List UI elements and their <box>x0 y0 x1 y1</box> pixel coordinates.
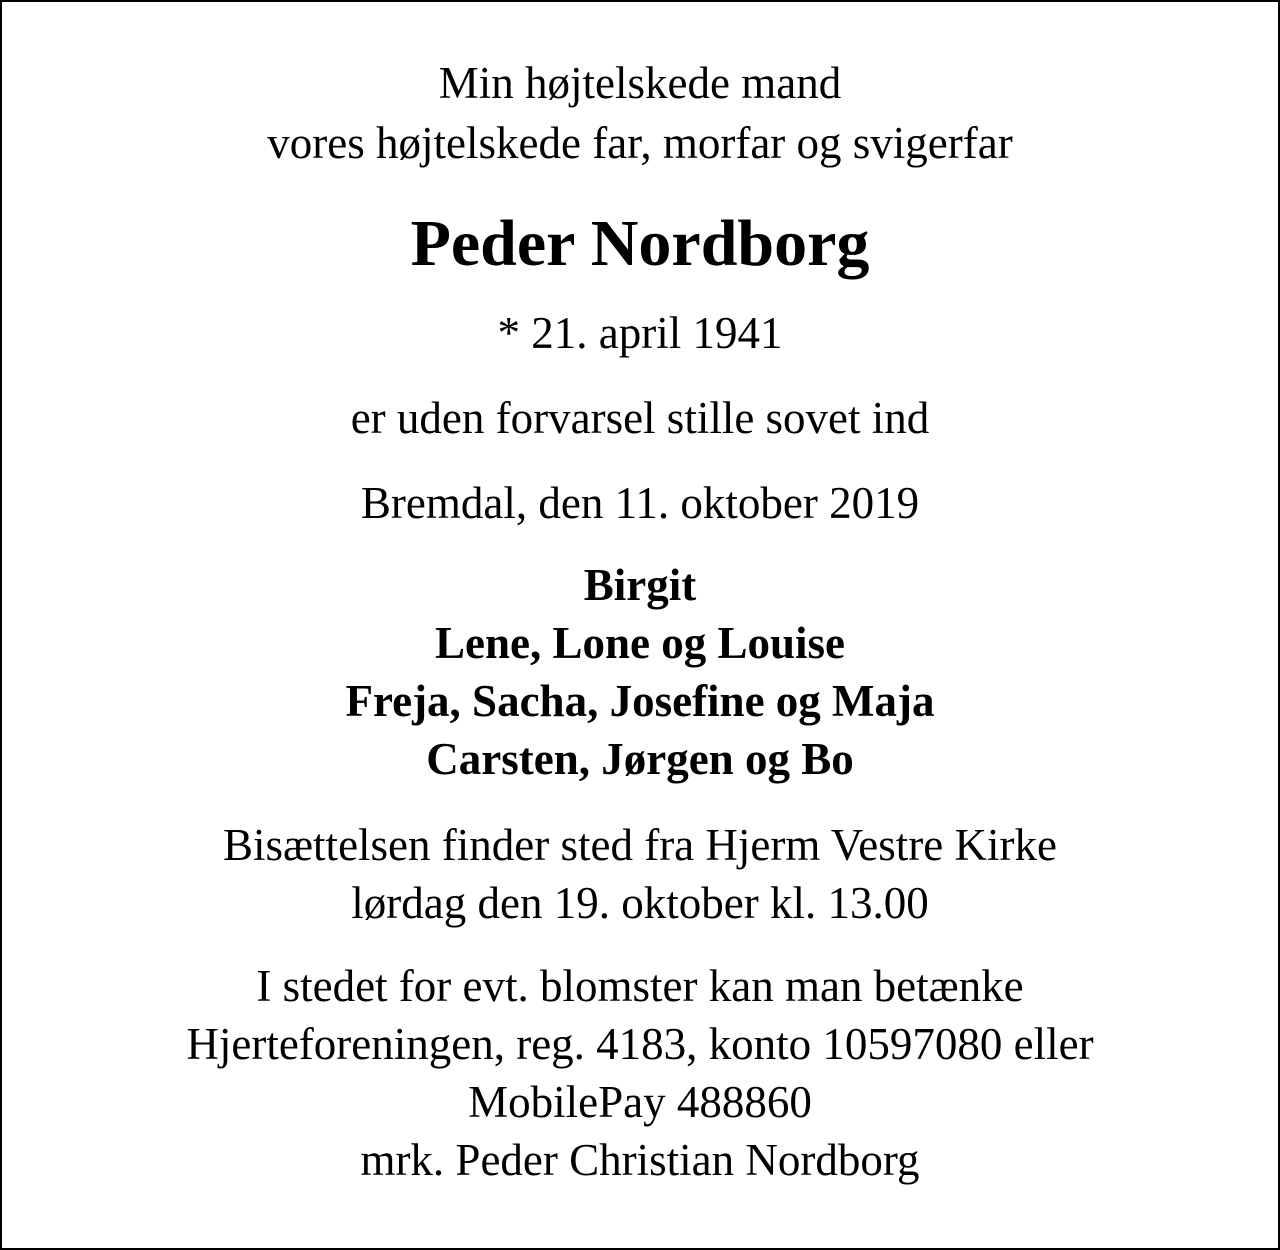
deceased-name: Peder Nordborg <box>410 207 870 280</box>
family-line-children: Lene, Lone og Louise <box>434 618 846 668</box>
family-line-in-laws: Carsten, Jørgen og Bo <box>426 734 854 784</box>
family-line-spouse: Birgit <box>583 560 697 610</box>
donation-line-3: MobilePay 488860 <box>468 1077 812 1127</box>
family-line-grandchildren: Freja, Sacha, Josefine og Maja <box>345 676 935 726</box>
donation-line-4: mrk. Peder Christian Nordborg <box>360 1135 920 1185</box>
place-and-date: Bremdal, den 11. oktober 2019 <box>360 478 920 528</box>
donation-line-1: I stedet for evt. blomster kan man betænke <box>256 961 1024 1011</box>
announcement-text: er uden forvarsel stille sovet ind <box>350 393 930 443</box>
intro-line-1: Min højtelskede mand <box>438 58 842 108</box>
funeral-line-1: Bisættelsen finder sted fra Hjerm Vestre Kirke <box>223 820 1057 870</box>
intro-line-2: vores højtelskede far, morfar og svigerfar <box>267 118 1013 168</box>
birth-date: * 21. april 1941 <box>497 308 783 358</box>
funeral-line-2: lørdag den 19. oktober kl. 13.00 <box>351 878 929 928</box>
donation-line-2: Hjerteforeningen, reg. 4183, konto 10597080 eller <box>186 1019 1094 1069</box>
